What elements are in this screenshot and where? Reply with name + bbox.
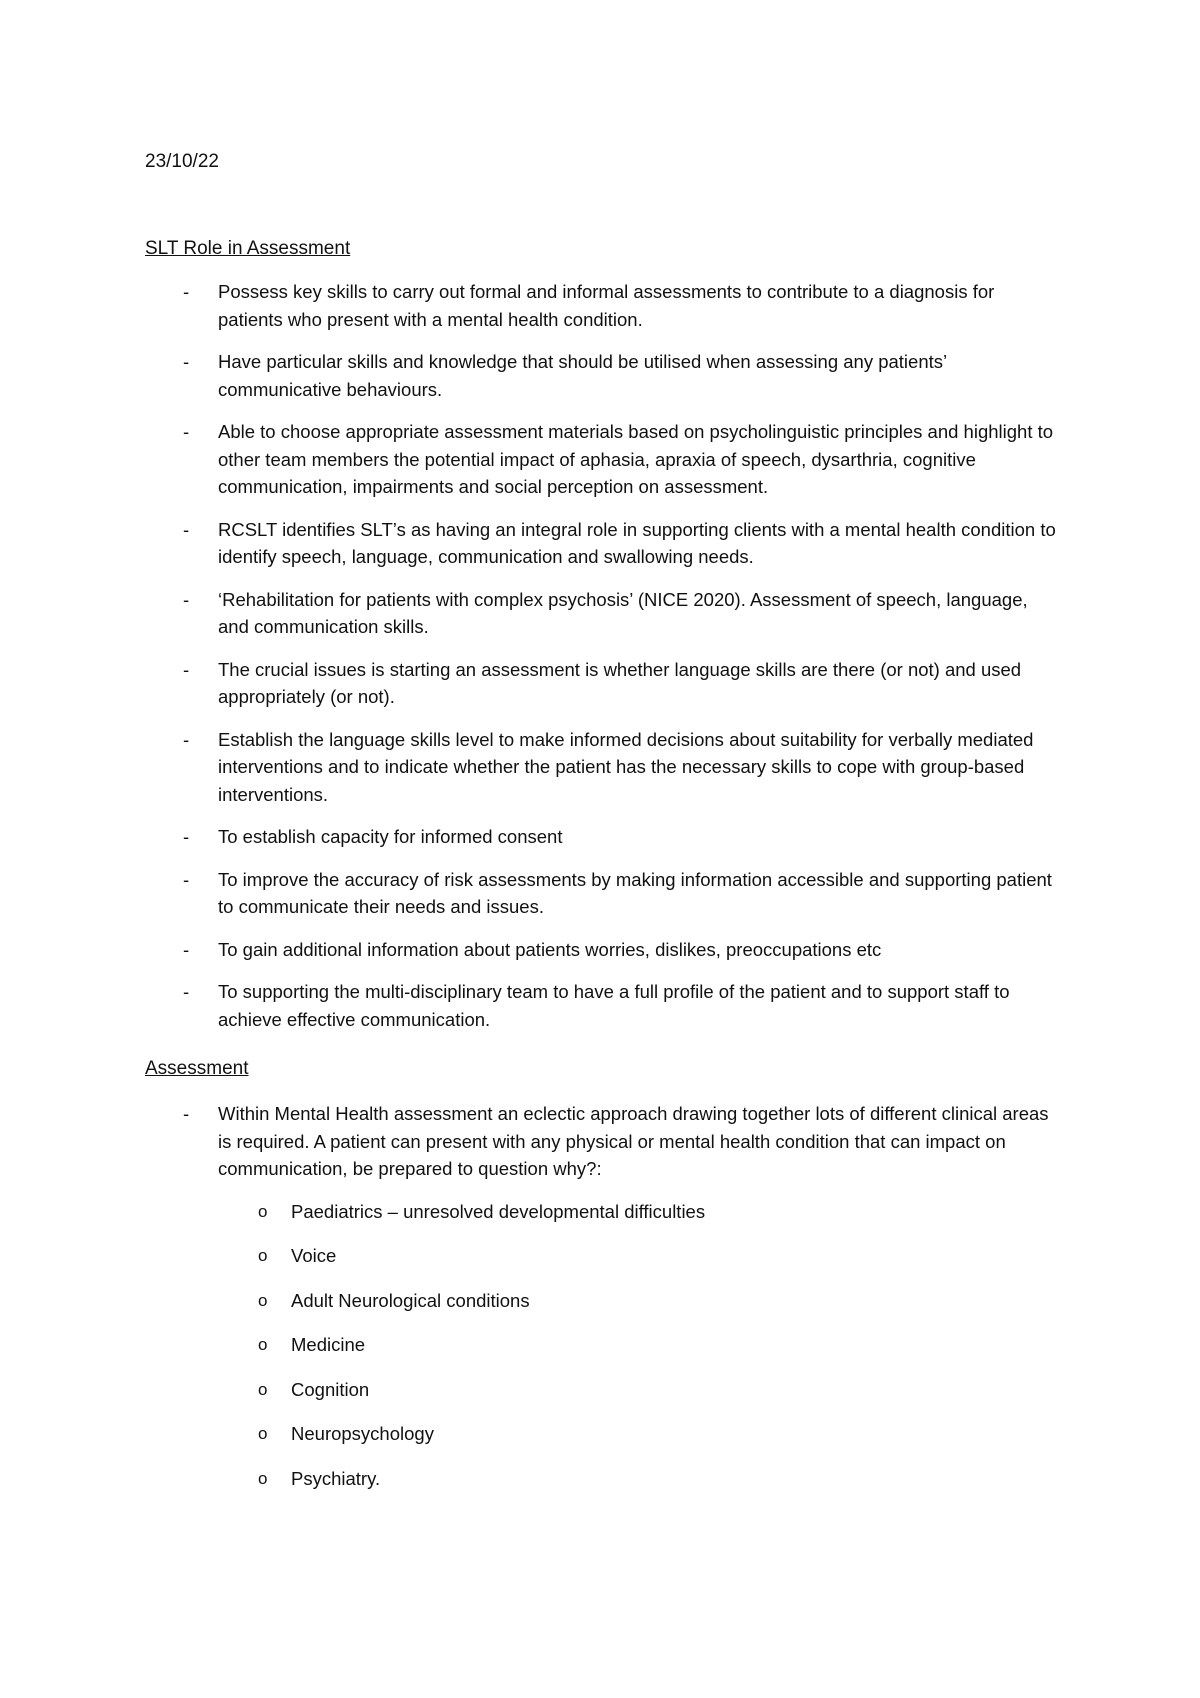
list-item xyxy=(0,978,1058,1033)
list-item xyxy=(0,726,1058,809)
dash-marker: - xyxy=(183,518,190,540)
list-item-text: Have particular skills and knowledge that should be utilised when assessing any patients’ communicative behaviours. xyxy=(218,351,947,400)
list-item-text: To supporting the multi-disciplinary team to have a full profile of the patient and to support staff to achieve effective communication. xyxy=(218,981,1010,1030)
sublist-item-text: Neuropsychology xyxy=(291,1423,434,1444)
circle-bullet-marker: o xyxy=(258,1201,268,1221)
dash-marker: - xyxy=(183,588,190,610)
assessment-list xyxy=(0,1100,1200,1509)
list-item xyxy=(0,936,1058,964)
dash-marker: - xyxy=(183,281,190,302)
circle-bullet-marker: o xyxy=(258,1335,268,1354)
dash-marker: - xyxy=(183,981,190,1002)
circle-bullet-marker: o xyxy=(258,1424,268,1443)
list-item xyxy=(0,866,1058,921)
dash-marker: - xyxy=(183,1103,190,1124)
section-heading-slt-role: SLT Role in Assessment xyxy=(145,238,351,259)
clinical-areas-sublist xyxy=(218,1198,1058,1493)
sublist-item-text: Paediatrics – unresolved developmental difficulties xyxy=(291,1200,706,1222)
list-item-text: Within Mental Health assessment an eclectic approach drawing together lots of different clinical areas is required. A patient can present with any physical or mental health condition that can impact on communication, be prepared to question why?: xyxy=(218,1103,1049,1179)
list-item xyxy=(0,348,1058,403)
sublist-item xyxy=(0,1420,1058,1448)
circle-bullet-marker: o xyxy=(258,1246,268,1265)
list-item-text: To gain additional information about patients worries, dislikes, preoccupations etc xyxy=(218,938,882,960)
list-item xyxy=(0,418,1058,501)
list-item-text: RCSLT identifies SLT’s as having an integral role in supporting clients with a mental health condition to identify speech, language, communication and swallowing needs. xyxy=(218,518,1056,567)
circle-bullet-marker: o xyxy=(258,1468,268,1488)
list-item xyxy=(0,1100,1058,1492)
dash-marker: - xyxy=(183,658,190,680)
sublist-item-text: Voice xyxy=(291,1245,337,1266)
dash-marker: - xyxy=(183,868,190,890)
list-item-text: The crucial issues is starting an assessment is whether language skills are there (or not) and used appropriately (or not). xyxy=(218,658,1022,707)
dash-marker: - xyxy=(183,826,190,847)
sublist-item xyxy=(0,1198,1058,1226)
list-item-text: Possess key skills to carry out formal and informal assessments to contribute to a diagnosis for patients who present with a mental health condition. xyxy=(218,281,995,330)
list-item-text: Able to choose appropriate assessment materials based on psycholinguistic principles and highlight to other team members the potential impact of aphasia, apraxia of speech, dysarthria, cognitive communication, impairments and social perception on assessment. xyxy=(218,421,1054,497)
sublist-item xyxy=(0,1242,1058,1270)
sublist-item-text: Psychiatry. xyxy=(291,1467,381,1489)
sublist-item xyxy=(0,1331,1058,1359)
list-item-text: ‘Rehabilitation for patients with complex psychosis’ (NICE 2020). Assessment of speech, language, and communication skills. xyxy=(218,588,1028,637)
sublist-item-text: Cognition xyxy=(291,1378,370,1400)
list-item xyxy=(0,823,1058,851)
section-heading-assessment: Assessment xyxy=(145,1058,249,1079)
circle-bullet-marker: o xyxy=(258,1379,268,1399)
sublist-item xyxy=(0,1376,1058,1404)
list-item xyxy=(0,278,1058,333)
list-item-text: To establish capacity for informed consent xyxy=(218,826,563,847)
sublist-item-text: Medicine xyxy=(291,1334,366,1355)
list-item-text: Establish the language skills level to make informed decisions about suitability for verbally mediated interventions and to indicate whether the patient has the necessary skills to cope with group-based interventions. xyxy=(218,728,1034,805)
list-item xyxy=(0,656,1058,711)
dash-marker: - xyxy=(183,351,190,372)
sublist-item xyxy=(0,1287,1058,1315)
list-item xyxy=(0,586,1058,641)
document-date: 23/10/22 xyxy=(145,151,219,172)
list-item xyxy=(0,516,1058,571)
list-item-text: To improve the accuracy of risk assessments by making information accessible and supporting patient to communicate their needs and issues. xyxy=(218,868,1052,917)
sublist-item-text: Adult Neurological conditions xyxy=(291,1289,530,1311)
circle-bullet-marker: o xyxy=(258,1290,268,1310)
dash-marker: - xyxy=(183,938,190,960)
slt-role-list xyxy=(0,278,1200,1048)
dash-marker: - xyxy=(183,728,190,750)
sublist-item xyxy=(0,1465,1058,1493)
dash-marker: - xyxy=(183,421,190,442)
